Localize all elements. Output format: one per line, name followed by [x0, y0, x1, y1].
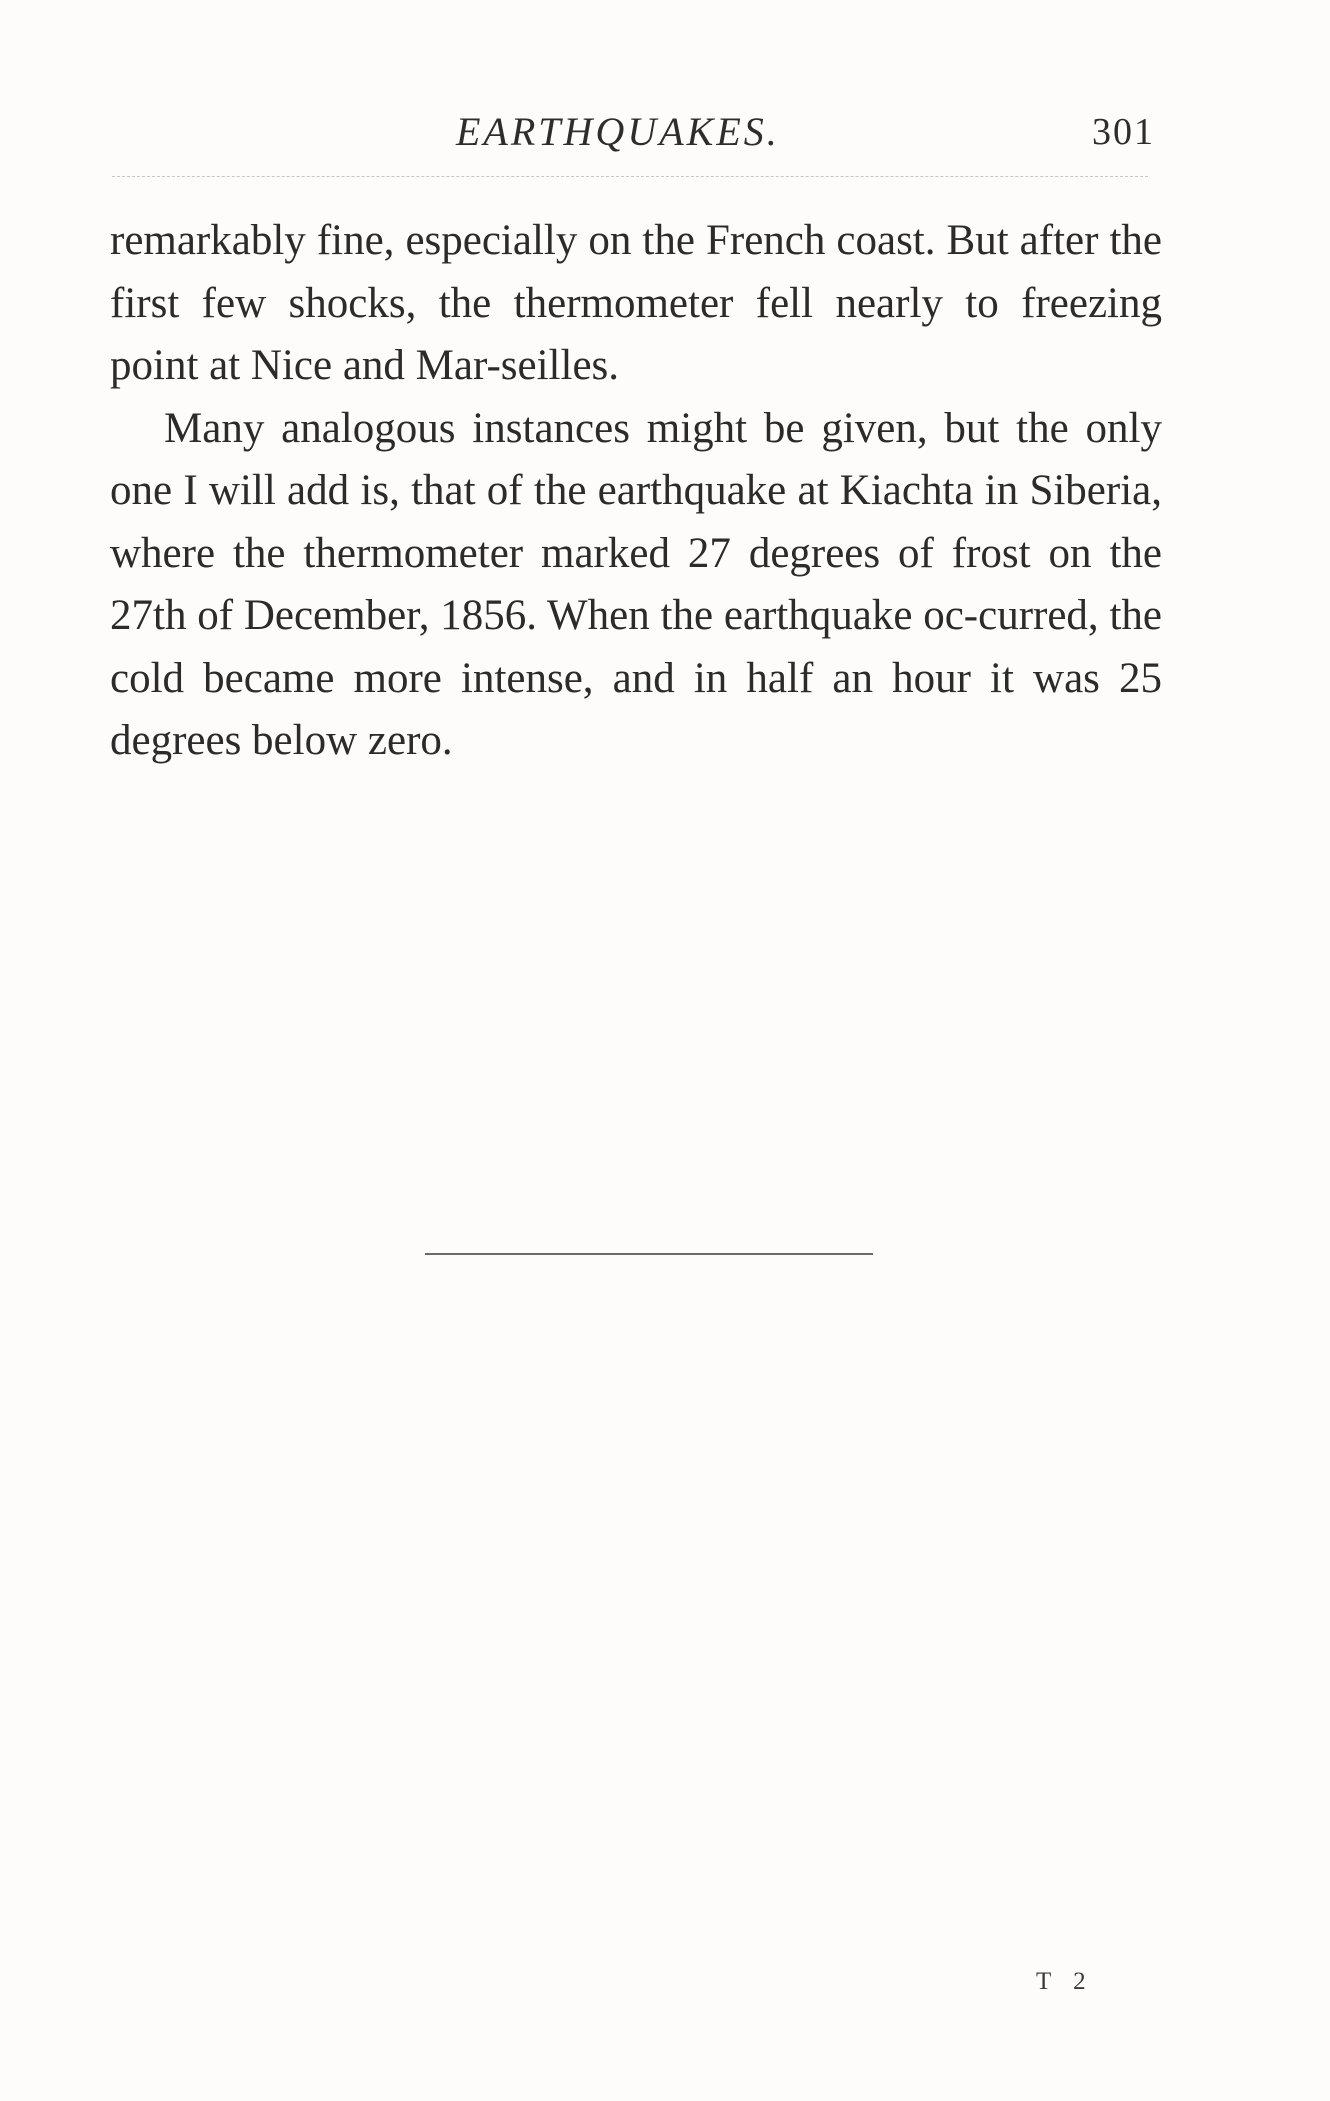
page-number: 301: [1092, 111, 1155, 153]
running-title: EARTHQUAKES.: [456, 109, 780, 154]
paragraph-kiachta: Many analogous instances might be given, but the only one I will add is, that of the earthquake at Kiachta in Siberia, where the thermometer marked 27 degrees of frost on the 27th of December, 1856. When the earthquake oc-curred, the cold became more intense, and in half an hour it was 25 degrees below zero.: [110, 404, 1162, 764]
chapter-end-rule: [425, 1253, 873, 1255]
running-head: [0, 100, 1330, 160]
header-rule: [112, 176, 1148, 177]
signature-mark: T 2: [1036, 1968, 1094, 1995]
paragraph-continuation: remarkably fine, especially on the French coast. But after the first few shocks, the thermometer fell nearly to freezing point at Nice and Mar-seilles.: [110, 217, 1162, 389]
body-text: [110, 210, 1162, 773]
